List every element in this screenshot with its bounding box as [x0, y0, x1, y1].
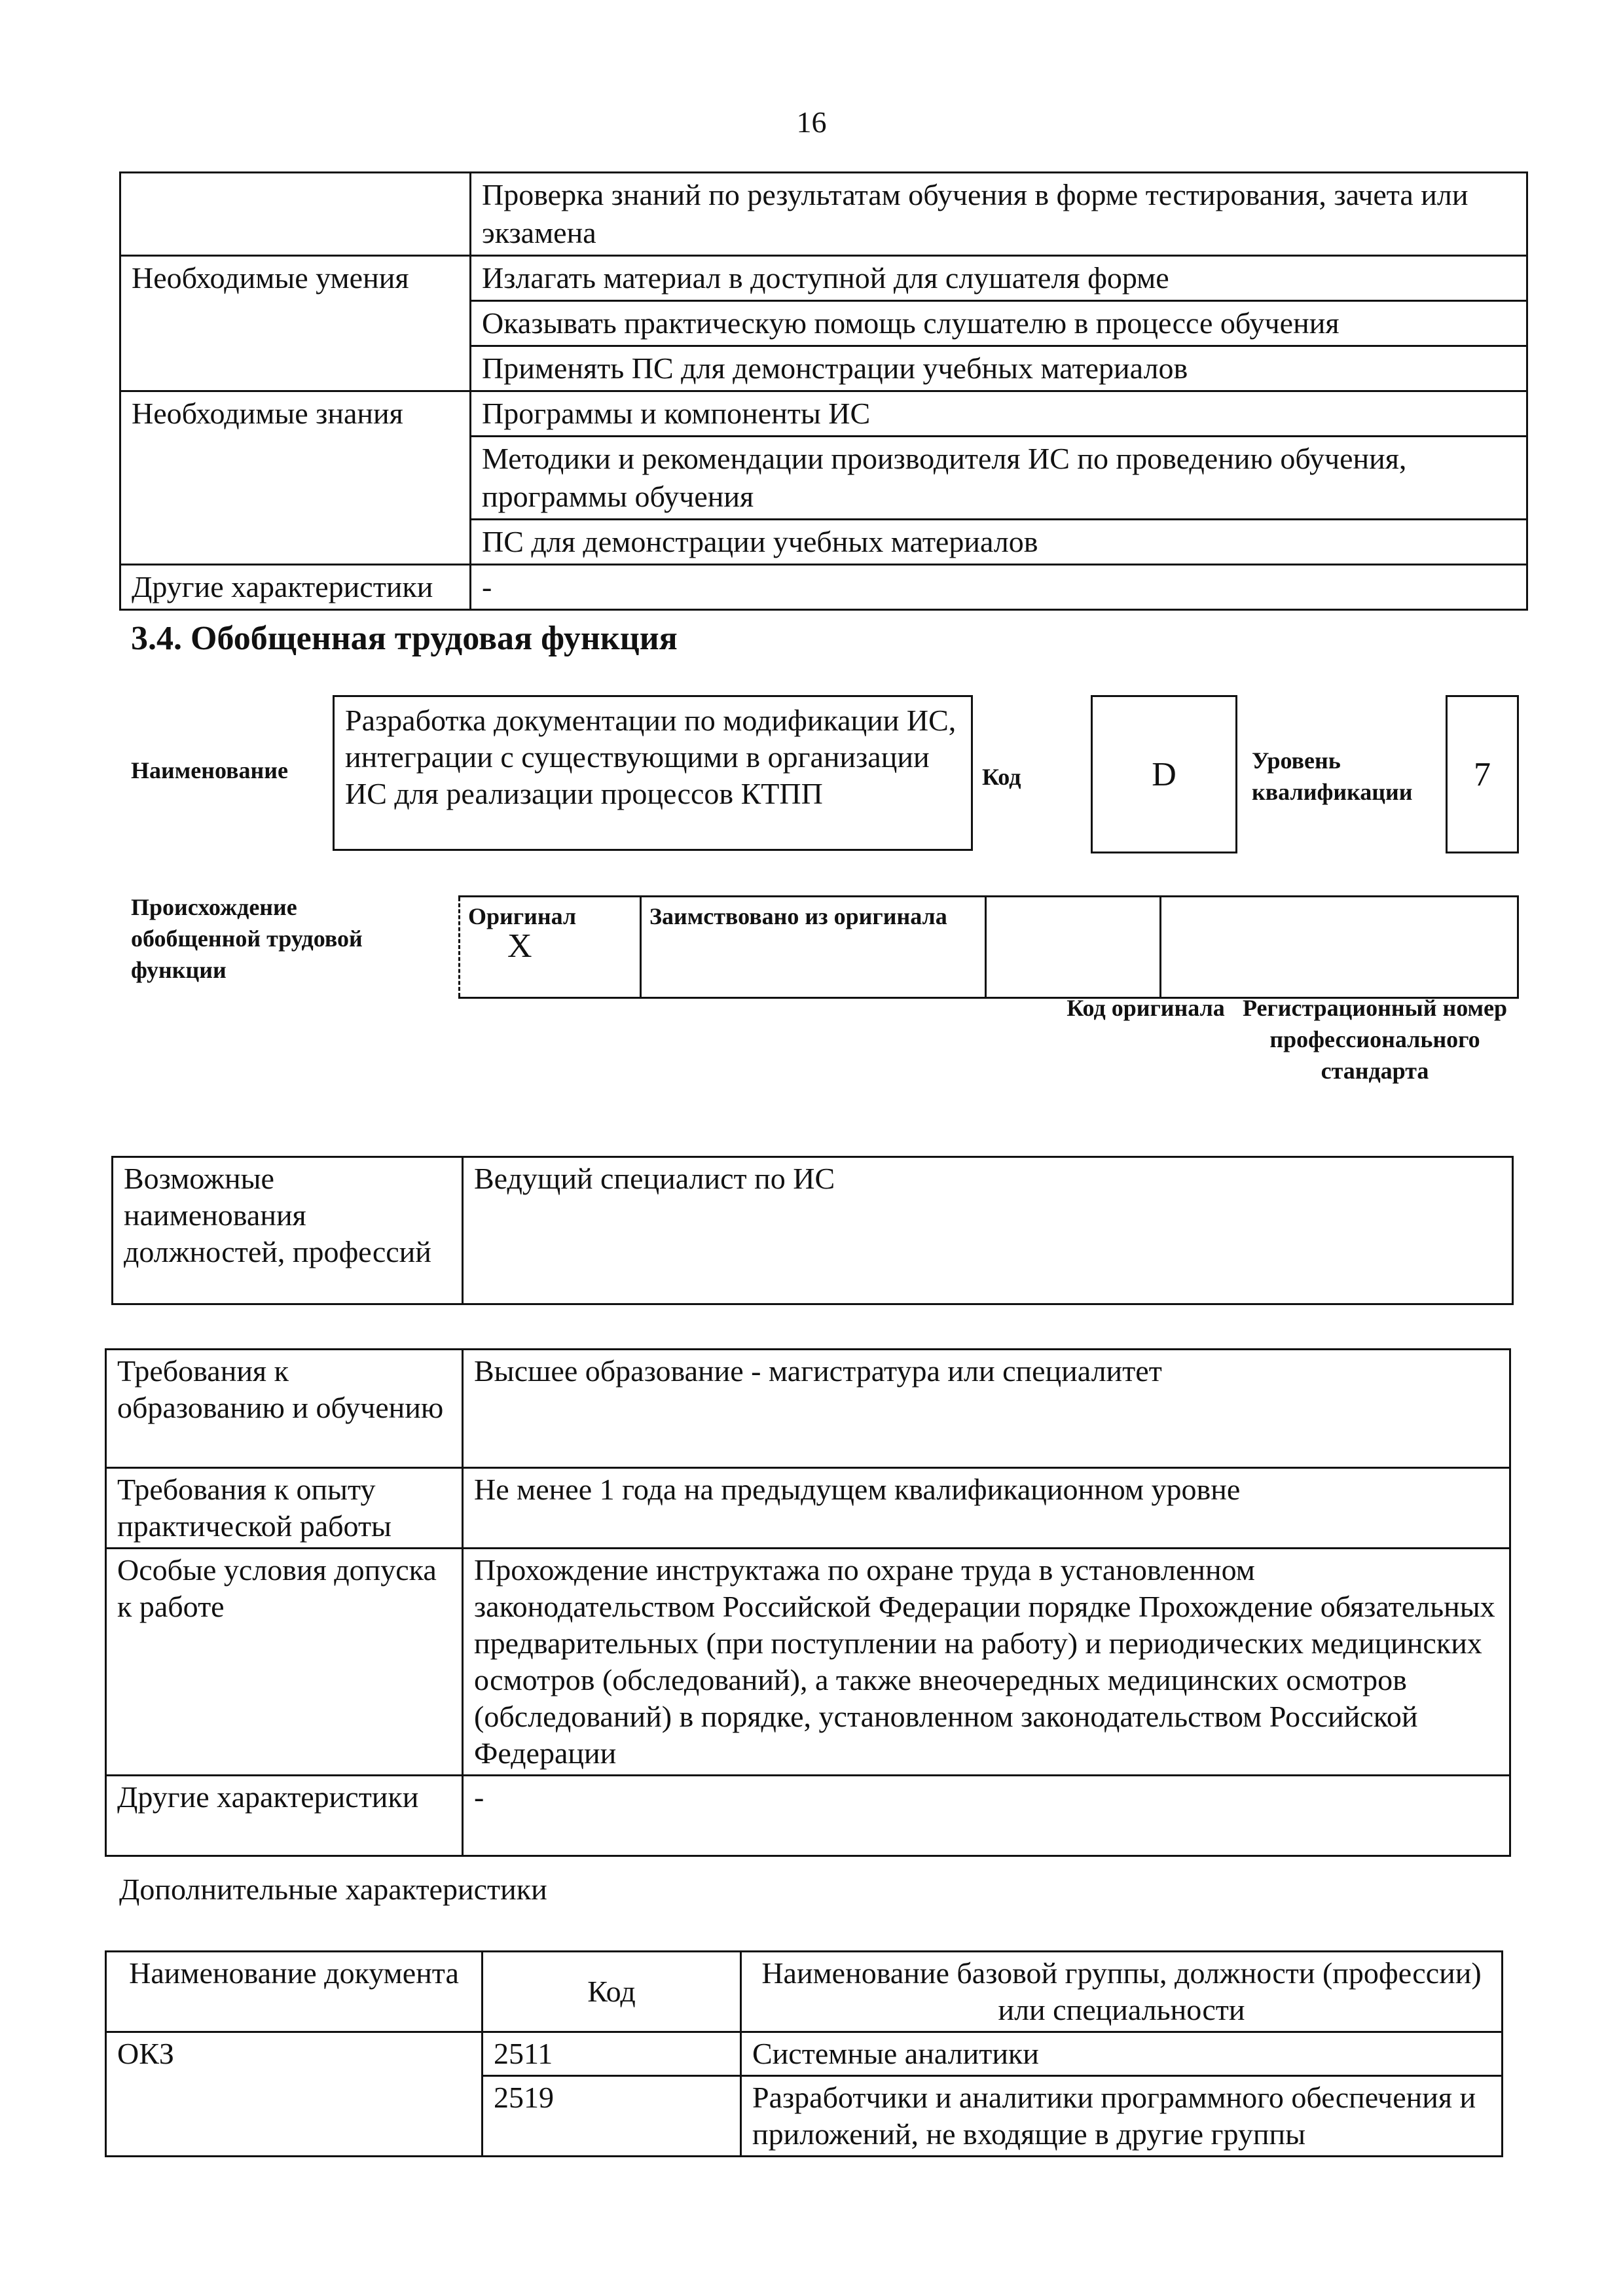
- table-row: [120, 173, 1527, 256]
- function-code-box: D: [1091, 695, 1237, 853]
- borrowed-cell: Заимствовано из оригинала: [641, 897, 986, 998]
- row-value: -: [463, 1776, 1510, 1856]
- row-value: ПС для демонстрации учебных материалов: [471, 520, 1527, 565]
- code-original-caption: Код оригинала: [1067, 995, 1225, 1021]
- table-row: [106, 1468, 1510, 1549]
- code-label: Код: [982, 764, 1021, 790]
- additional-caption: Дополнительные характеристики: [119, 1873, 547, 1906]
- row-label: Необходимые умения: [120, 256, 471, 391]
- row-value: Проверка знаний по результатам обучения в форме тестирования, зачета или экзамена: [471, 173, 1527, 256]
- row-value: Не менее 1 года на предыдущем квалификационном уровне: [463, 1468, 1510, 1549]
- table-row: [120, 391, 1527, 437]
- row-value: Высшее образование - магистратура или специалитет: [463, 1350, 1510, 1468]
- name-label: Наименование: [131, 757, 288, 783]
- doc-cell: ОКЗ: [106, 2032, 483, 2157]
- row-value: Программы и компоненты ИС: [471, 391, 1527, 437]
- skills-table: [119, 171, 1528, 611]
- row-value: Оказывать практическую помощь слушателю в процессе обучения: [471, 301, 1527, 346]
- row-value: Прохождение инструктажа по охране труда в установленном законодательством Российской Федерации порядке Прохождение обязательных предварительных (при поступлении на работу) и периодических медицинских осмотров (обследований), а также внеочередных медицинских осмотров (обследований) в порядке, установленном законодательством Российской Федерации: [463, 1549, 1510, 1776]
- registration-cell: [1161, 897, 1518, 998]
- column-header: Код: [483, 1952, 741, 2032]
- table-row: [460, 897, 1518, 998]
- original-mark: X: [507, 927, 532, 965]
- group-name-cell: Разработчики и аналитики программного обеспечения и приложений, не входящие в другие группы: [741, 2076, 1503, 2157]
- page-number: 16: [796, 105, 827, 139]
- table-row: [106, 1776, 1510, 1856]
- row-label: Особые условия допуска к работе: [106, 1549, 463, 1776]
- row-label: Необходимые знания: [120, 391, 471, 565]
- row-value: Ведущий специалист по ИС: [463, 1157, 1513, 1304]
- column-header: Наименование документа: [106, 1952, 483, 2032]
- additional-table: [105, 1950, 1503, 2157]
- code-cell: 2511: [483, 2032, 741, 2076]
- table-row: [113, 1157, 1513, 1304]
- row-value: Излагать материал в доступной для слушателя форме: [471, 256, 1527, 301]
- row-label: Возможные наименования должностей, профессий: [113, 1157, 463, 1304]
- origin-table: [458, 895, 1519, 999]
- registration-caption: Регистрационный номер профессионального стандарта: [1242, 995, 1508, 1084]
- origin-label: Происхождение обобщенной трудовой функции: [131, 894, 363, 983]
- positions-table: [111, 1156, 1514, 1305]
- row-label: Другие характеристики: [106, 1776, 463, 1856]
- level-label: Уровень квалификации: [1252, 747, 1413, 805]
- original-cell: [460, 897, 641, 998]
- origin-code-cell: [986, 897, 1161, 998]
- group-name-cell: Системные аналитики: [741, 2032, 1503, 2076]
- row-value: -: [471, 565, 1527, 610]
- code-cell: 2519: [483, 2076, 741, 2157]
- column-header: Наименование базовой группы, должности (профессии) или специальности: [741, 1952, 1503, 2032]
- function-name-box: Разработка документации по модификации ИС, интеграции с существующими в организации ИС для реализации процессов КТПП: [333, 695, 973, 851]
- row-label: Требования к образованию и обучению: [106, 1350, 463, 1468]
- row-label: [120, 173, 471, 256]
- qualification-level-box: 7: [1446, 695, 1519, 853]
- table-header-row: [106, 1952, 1503, 2032]
- table-row: [120, 565, 1527, 610]
- row-label: Требования к опыту практической работы: [106, 1468, 463, 1549]
- row-value: Применять ПС для демонстрации учебных материалов: [471, 346, 1527, 391]
- table-row: [106, 1350, 1510, 1468]
- row-value: Методики и рекомендации производителя ИС по проведению обучения, программы обучения: [471, 437, 1527, 520]
- table-row: [120, 256, 1527, 301]
- row-label: Другие характеристики: [120, 565, 471, 610]
- table-row: [106, 1549, 1510, 1776]
- section-heading: 3.4. Обобщенная трудовая функция: [131, 620, 678, 657]
- original-label: Оригинал: [468, 903, 577, 929]
- table-row: [106, 2032, 1503, 2076]
- requirements-table: [105, 1348, 1511, 1857]
